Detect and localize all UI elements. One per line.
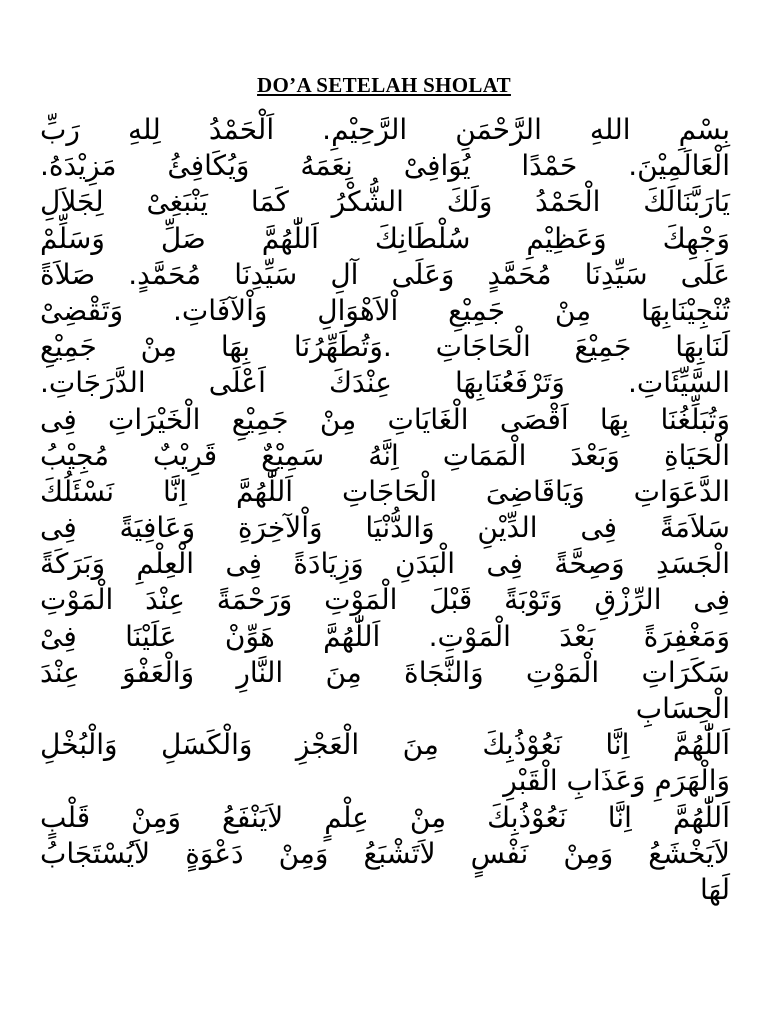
page-title: DO’A SETELAH SHOLAT	[257, 73, 511, 97]
prayer-paragraph	[40, 800, 730, 909]
text-line: وَجْهِكَ وَعَظِيْمِ سُلْطَانِكَ اَللّٰهُمَّ صَلِّ وَسَلِّمْ	[40, 221, 730, 255]
arabic-prayer-text	[40, 112, 730, 908]
text-line: الْحَيَاةِ وَبَعْدَ الْمَمَاتِ اِنَّهُ سَمِيْعٌ قَرِيْبٌ مُجِيْبُ	[40, 438, 730, 472]
text-line: لَنَابِهَا جَمِيْعَ الْحَاجَاتِ .وَتُطَهِّرُنَا بِهَا مِنْ جَمِيْعِ	[40, 330, 730, 364]
text-line: السَّيِّئَاتِ. وَتَرْفَعُنَابِهَا عِنْدَكَ اَعْلَى الدَّرَجَاتِ.	[40, 366, 730, 400]
text-line: سَلاَمَةً فِى الدِّيْنِ وَالدُّنْيَا وَاْلآخِرَةِ وَعَافِيَةً فِى	[40, 511, 730, 545]
text-line: سَكَرَاتِ الْمَوْتِ وَالنَّجَاةَ مِنَ النَّارِ وَالْعَفْوَ عِنْدَ	[40, 655, 730, 689]
text-line: الْحِسَابِ	[635, 692, 730, 725]
text-line: اَللّٰهُمَّ اِنَّا نَعُوْذُبِكَ مِنْ عِلْمٍ لاَيَنْفَعُ وَمِنْ قَلْبٍ	[40, 800, 730, 834]
text-line: الْجَسَدِ وَصِحَّةً فِى الْبَدَنِ وَزِيَادَةً فِى الْعِلْمِ وَبَرَكَةً	[40, 547, 730, 581]
text-line: لاَيَخْشَعُ وَمِنْ نَفْسٍ لاَتَشْبَعُ وَمِنْ دَعْوَةٍ لاَيُسْتَجَابُ	[40, 836, 730, 870]
text-line: وَالْهَرَمِ وَعَذَابِ الْقَبْرِ	[503, 764, 730, 798]
text-line: يَارَبَّنَالَكَ الْحَمْدُ وَلَكَ الشُّكْرُ كَمَا يَنْبَغِىْ لِجَلاَلِ	[40, 185, 730, 219]
prayer-paragraph	[40, 727, 730, 799]
text-line: عَلَى سَيِّدِنَا مُحَمَّدٍ وَعَلَى آلِ سَيِّدِنَا مُحَمَّدٍ. صَلاَةً	[40, 257, 730, 291]
text-line: فِى الرِّزْقِ وَتَوْبَةً قَبْلَ الْمَوْتِ وَرَحْمَةً عِنْدَ الْمَوْتِ	[40, 583, 730, 617]
text-line: اَللّٰهُمَّ اِنَّا نَعُوْذُبِكَ مِنَ الْعَجْزِ وَالْكَسَلِ وَالْبُخْلِ	[40, 728, 730, 762]
text-line: لَهَا	[700, 872, 730, 906]
prayer-paragraph	[40, 112, 730, 727]
text-line: الدَّعَوَاتِ وَيَاقَاضِىَ الْحَاجَاتِ اَللّٰهُمَّ اِنَّا نَسْئَلُكَ	[40, 474, 730, 508]
text-line: بِسْمِ اللهِ الرَّحْمَنِ الرَّحِيْمِ. اَلْحَمْدُ لِلهِ رَبِّ	[40, 113, 730, 146]
text-line: وَتُبَلِّغُنَا بِهَا اَقْصَى الْغَايَاتِ مِنْ جَمِيْعِ الْخَيْرَاتِ فِى	[40, 402, 730, 436]
text-line: الْعَالَمِيْنَ. حَمْدًا يُوَافِىْ نِعَمَهُ وَيُكَافِئُ مَزِيْدَهُ.	[40, 149, 730, 183]
text-line: تُنْجِيْنَابِهَا مِنْ جَمِيْعِ اْلاَهْوَالِ وَاْلآفَاتِ. وَتَقْضِىْ	[40, 293, 730, 327]
text-line: وَمَغْفِرَةً بَعْدَ الْمَوْتِ. اَللّٰهُمَّ هَوِّنْ عَلَيْنَا فِىْ	[40, 619, 730, 653]
